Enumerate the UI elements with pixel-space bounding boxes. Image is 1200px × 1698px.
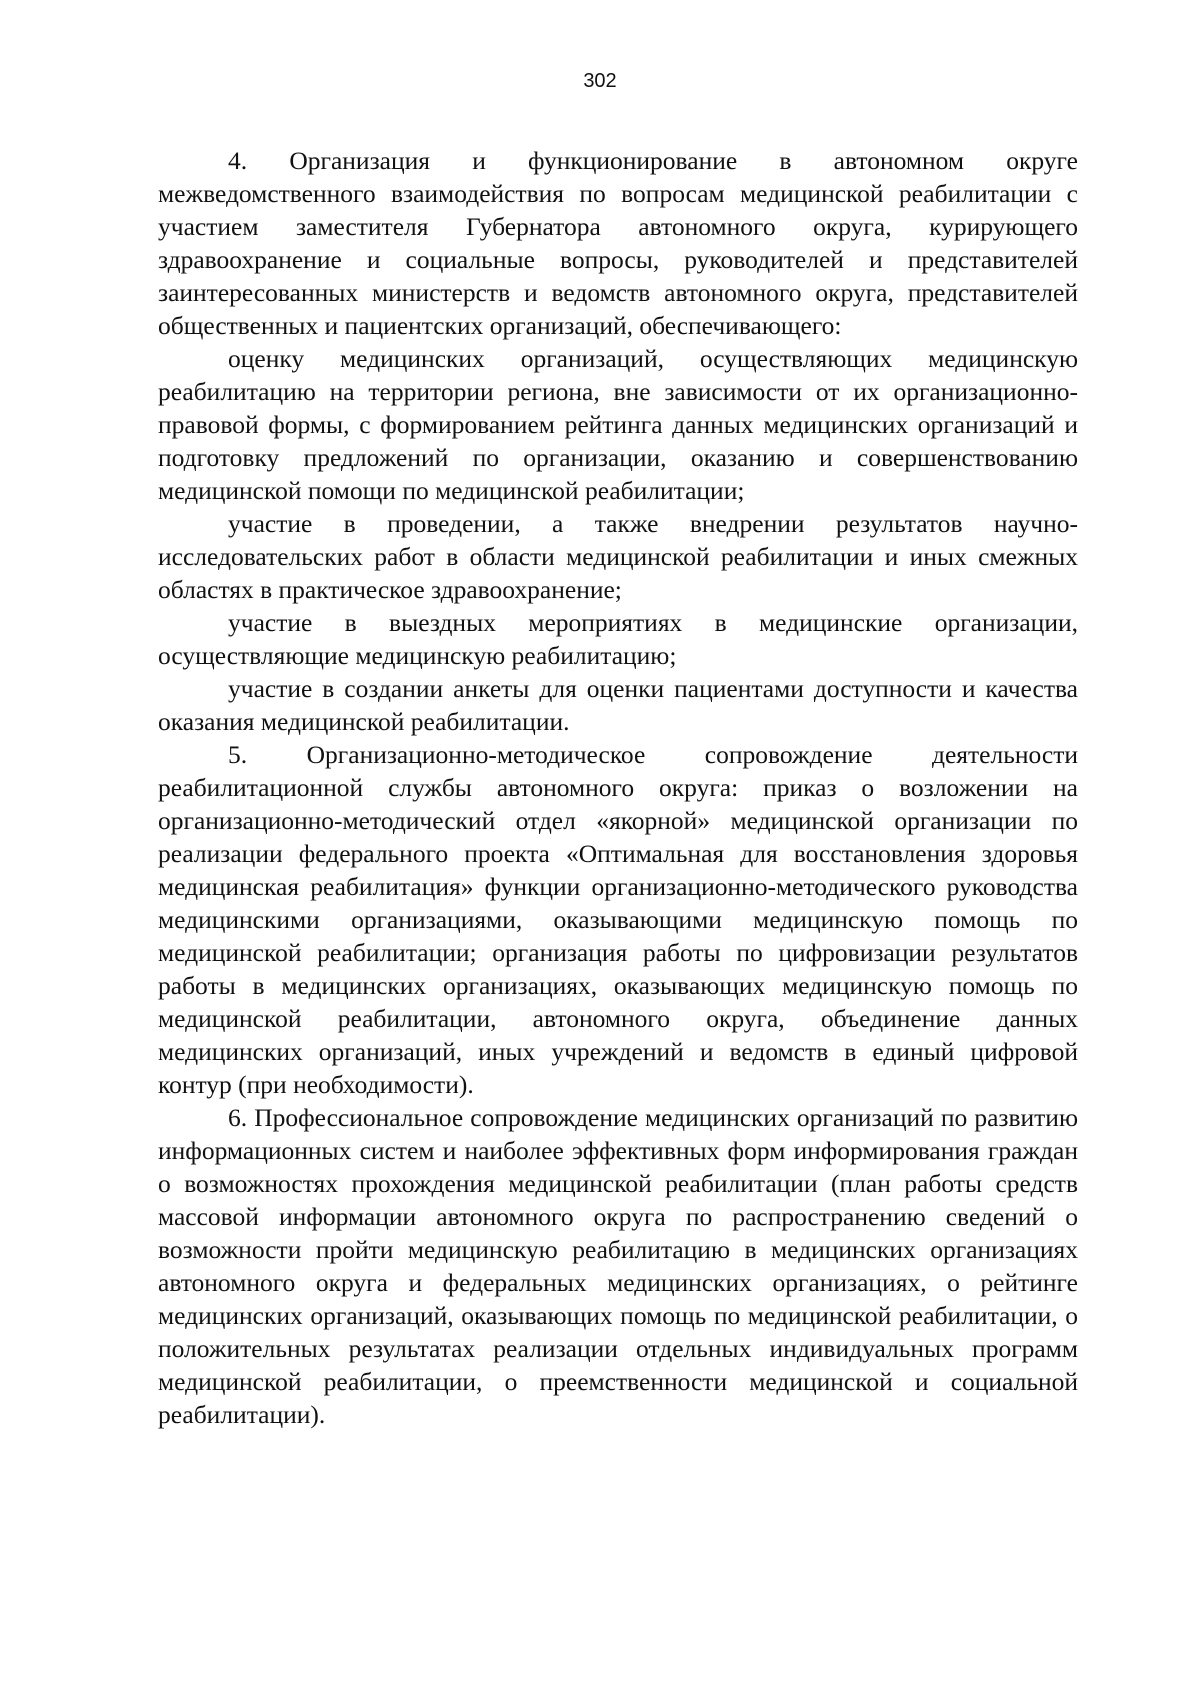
document-body bbox=[158, 144, 1078, 1431]
paragraph-field-events: участие в выездных мероприятиях в медицинские организации, осуществляющие медицинскую реабилитацию; bbox=[158, 608, 1078, 670]
paragraph-item-6: 6. Профессиональное сопровождение медицинских организаций по развитию информационных систем и наиболее эффективных форм информирования граждан о возможностях прохождения медицинской реабилитации (план работы средств массовой информации автономного округа по распространению сведений о возможности пройти медицинскую реабилитацию в медицинских организациях автономного округа и федеральных медицинских организациях, о рейтинге медицинских организаций, оказывающих помощь по медицинской реабилитации, о положительных результатах реализации отдельных индивидуальных программ медицинской реабилитации, о преемственности медицинской и социальной реабилитации). bbox=[158, 1103, 1078, 1429]
page-number: 302 bbox=[583, 70, 617, 92]
paragraph-research-participation: участие в проведении, а также внедрении результатов научно-исследовательских работ в области медицинской реабилитации и иных смежных областях в практическое здравоохранение; bbox=[158, 509, 1078, 604]
paragraph-item-4: 4. Организация и функционирование в автономном округе межведомственного взаимодействия по вопросам медицинской реабилитации с участием заместителя Губернатора автономного округа, курирующего здравоохранение и социальные вопросы, руководителей и представителей заинтересованных министерств и ведомств автономного округа, представителей общественных и пациентских организаций, обеспечивающего: bbox=[158, 146, 1078, 340]
paragraph-questionnaire: участие в создании анкеты для оценки пациентами доступности и качества оказания медицинской реабилитации. bbox=[158, 674, 1078, 736]
paragraph-organization-assessment: оценку медицинских организаций, осуществляющих медицинскую реабилитацию на территории региона, вне зависимости от их организационно-правовой формы, с формированием рейтинга данных медицинских организаций и подготовку предложений по организации, оказанию и совершенствованию медицинской помощи по медицинской реабилитации; bbox=[158, 344, 1078, 505]
paragraph-item-5: 5. Организационно-методическое сопровождение деятельности реабилитационной службы автономного округа: приказ о возложении на организационно-методический отдел «якорной» медицинской организации по реализации федерального проекта «Оптимальная для восстановления здоровья медицинская реабилитация» функции организационно-методического руководства медицинскими организациями, оказывающими медицинскую помощь по медицинской реабилитации; организация работы по цифровизации результатов работы в медицинских организациях, оказывающих медицинскую помощь по медицинской реабилитации, автономного округа, объединение данных медицинских организаций, иных учреждений и ведомств в единый цифровой контур (при необходимости). bbox=[158, 740, 1078, 1099]
